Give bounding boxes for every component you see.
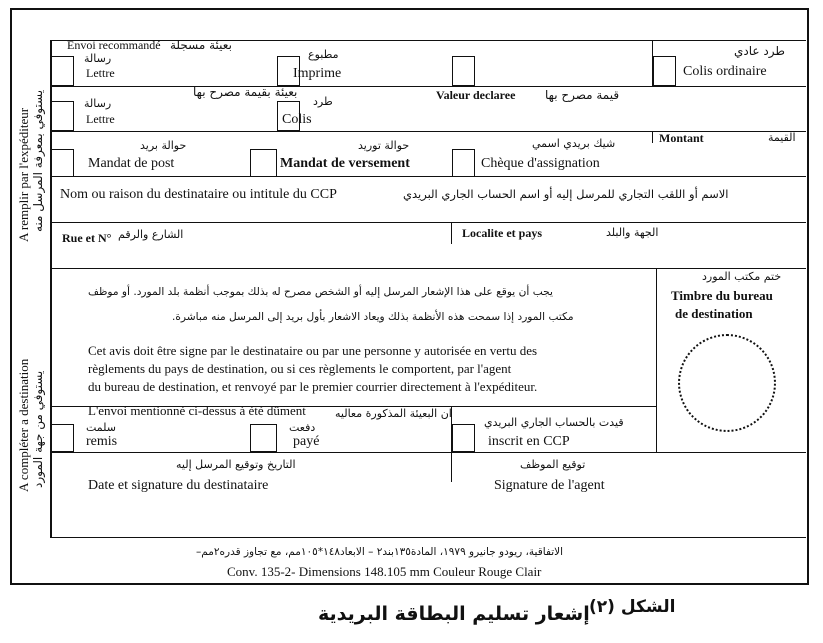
- notice-fr-line1: Cet avis doit être signe par le destinataire ou par une personne y autorisée en vertu des: [88, 343, 538, 358]
- notice-ar-line1: يجب أن يوقع على هذا الإشعار المرسل إليه أو الشخص مصرح له بذلك بموجب أنظمة بلد المورد. أو موظف: [88, 286, 553, 298]
- notice-fr-line3: du bureau de destination, et renvoyé par le premier courrier directement à l'expéditeur.: [88, 379, 538, 394]
- frame-right: [807, 8, 809, 585]
- colis-ordinaire-fr: Colis ordinaire: [683, 64, 767, 79]
- cheque-fr: Chèque d'assignation: [481, 156, 600, 171]
- lettre-ar: رسالة: [84, 52, 112, 65]
- row-line-5: [50, 222, 806, 223]
- checkbox-lettre-declared[interactable]: [51, 101, 74, 131]
- valeur-declaree-ar: قيمة مصرح بها: [545, 88, 620, 102]
- footer-ar: الاتفاقية، ريودو جانيرو ١٩٧٩، المادة١٣٥بند٢ – الابعاد١٤٨*١٠٥مم، مع تجاوز قدره٢مم–: [196, 546, 564, 558]
- lettre-fr: Lettre: [86, 66, 115, 80]
- notice-fr-line2: règlements du pays de destination, ou si ces règlements le comportent, par l'agent: [88, 361, 512, 376]
- nom-destinataire-fr: Nom ou raison du destinataire ou intitule du CCP: [60, 187, 337, 202]
- checkbox-mandat-post[interactable]: [51, 149, 74, 177]
- envoi-mentionne-ar: ان البعيئة المذكورة معاليه: [335, 407, 452, 420]
- envoi-recommande-fr: Envoi recommandé: [67, 38, 161, 52]
- checkbox-remis[interactable]: [51, 424, 74, 452]
- checkbox-cheque[interactable]: [452, 149, 475, 177]
- stamp-fr-line1: Timbre du bureau: [671, 288, 773, 303]
- side-label-bottom-ar-wrap: [30, 328, 46, 488]
- localite-ar: الجهة والبلد: [606, 226, 659, 239]
- frame-top: [10, 8, 809, 10]
- frame-left: [10, 8, 12, 585]
- date-signature-fr: Date et signature du destinataire: [88, 478, 269, 493]
- checkbox-colis-ordinaire[interactable]: [653, 56, 676, 86]
- figure-number: الشكل (٢): [589, 597, 676, 617]
- notice-ar-line2: مكتب المورد إذا سمحت هذه الأنظمة بذلك ويعاد الاشعار بأول بريد إلى المرسل منه مباشرة.: [172, 311, 574, 323]
- nom-destinataire-ar: الاسم أو اللقب التجاري للمرسل إليه أو اسم الحساب الجاري البريدي: [403, 187, 729, 201]
- colis-declared-fr: Colis: [282, 112, 312, 127]
- rue-ar: الشارع والرقم: [118, 228, 184, 241]
- row-line-8: [50, 452, 806, 453]
- imprime-fr: Imprime: [293, 66, 342, 81]
- side-label-top-ar-wrap: [30, 32, 46, 232]
- frame-bottom: [10, 583, 809, 585]
- mandat-versement-ar: حوالة توريد: [358, 139, 410, 152]
- lettre-declared-fr: Lettre: [86, 112, 115, 126]
- divider-stamp: [656, 268, 657, 452]
- row-line-4: [50, 176, 806, 177]
- checkbox-row1-extra[interactable]: [452, 56, 475, 86]
- paye-fr: payé: [293, 434, 320, 449]
- stamp-fr-line2: de destination: [675, 306, 753, 321]
- declared-value-ar: بعيئة بقيمة مصرح بها: [193, 85, 298, 99]
- envoi-mentionne-fr: L'envoi mentionné ci-dessus à été dûment: [88, 403, 306, 418]
- side-label-top-fr: A remplir par l'expéditeur: [16, 107, 31, 242]
- footer-fr: Conv. 135-2- Dimensions 148.105 mm Couleur Rouge Clair: [227, 564, 542, 579]
- localite-fr: Localite et pays: [462, 226, 542, 240]
- remis-fr: remis: [86, 434, 118, 449]
- stamp-circle: [678, 334, 776, 432]
- divider-row3-montant: [652, 131, 653, 143]
- date-signature-ar: التاريخ وتوقيع المرسل إليه: [176, 458, 296, 471]
- valeur-declaree-fr: Valeur declaree: [436, 88, 516, 102]
- row-line-6: [50, 268, 806, 269]
- checkbox-lettre-recommande[interactable]: [51, 56, 74, 86]
- cheque-ar: شيك بريدي اسمي: [532, 137, 616, 150]
- inscrit-ccp-ar: قيدت بالحساب الجاري البريدي: [484, 416, 624, 429]
- row-line-9: [50, 537, 806, 538]
- side-label-top-ar: يستوفي بمعرفة المرسل منه: [31, 89, 45, 232]
- checkbox-inscrit-ccp[interactable]: [452, 424, 475, 452]
- colis-ordinaire-ar: طرد عادي: [734, 44, 785, 58]
- signature-agent-ar: توقيع الموظف: [520, 458, 586, 471]
- mandat-versement-fr: Mandat de versement: [280, 156, 410, 171]
- figure-title: إشعار تسليم البطاقة البريدية: [318, 603, 590, 625]
- imprime-ar: مطبوع: [308, 48, 339, 61]
- divider-row8-mid: [451, 452, 452, 482]
- inscrit-ccp-fr: inscrit en CCP: [488, 434, 570, 449]
- signature-agent-fr: Signature de l'agent: [494, 478, 605, 493]
- mandat-post-fr: Mandat de post: [88, 156, 175, 171]
- colis-declared-ar: طرد: [313, 95, 333, 108]
- row-line-2: [50, 86, 806, 87]
- divider-row5-mid: [451, 222, 452, 244]
- lettre-declared-ar: رسالة: [84, 97, 112, 110]
- stamp-ar: ختم مكتب المورد: [702, 270, 782, 283]
- remis-ar: سلمت: [86, 421, 117, 434]
- rue-fr: Rue et N°: [62, 231, 112, 245]
- montant-ar: القيمة: [768, 131, 796, 144]
- envoi-recommande-ar: بعيئة مسجلة: [170, 38, 232, 52]
- checkbox-paye[interactable]: [250, 424, 277, 452]
- row-line-1: [50, 40, 806, 41]
- side-label-bottom-ar: يستوفي من جهة المورد: [31, 370, 45, 488]
- mandat-post-ar: حوالة بريد: [140, 139, 187, 152]
- checkbox-mandat-versement[interactable]: [250, 149, 277, 177]
- paye-ar: دفعت: [289, 421, 316, 434]
- side-label-bottom-fr: A compléter a destination: [16, 358, 31, 492]
- montant-fr: Montant: [659, 131, 704, 145]
